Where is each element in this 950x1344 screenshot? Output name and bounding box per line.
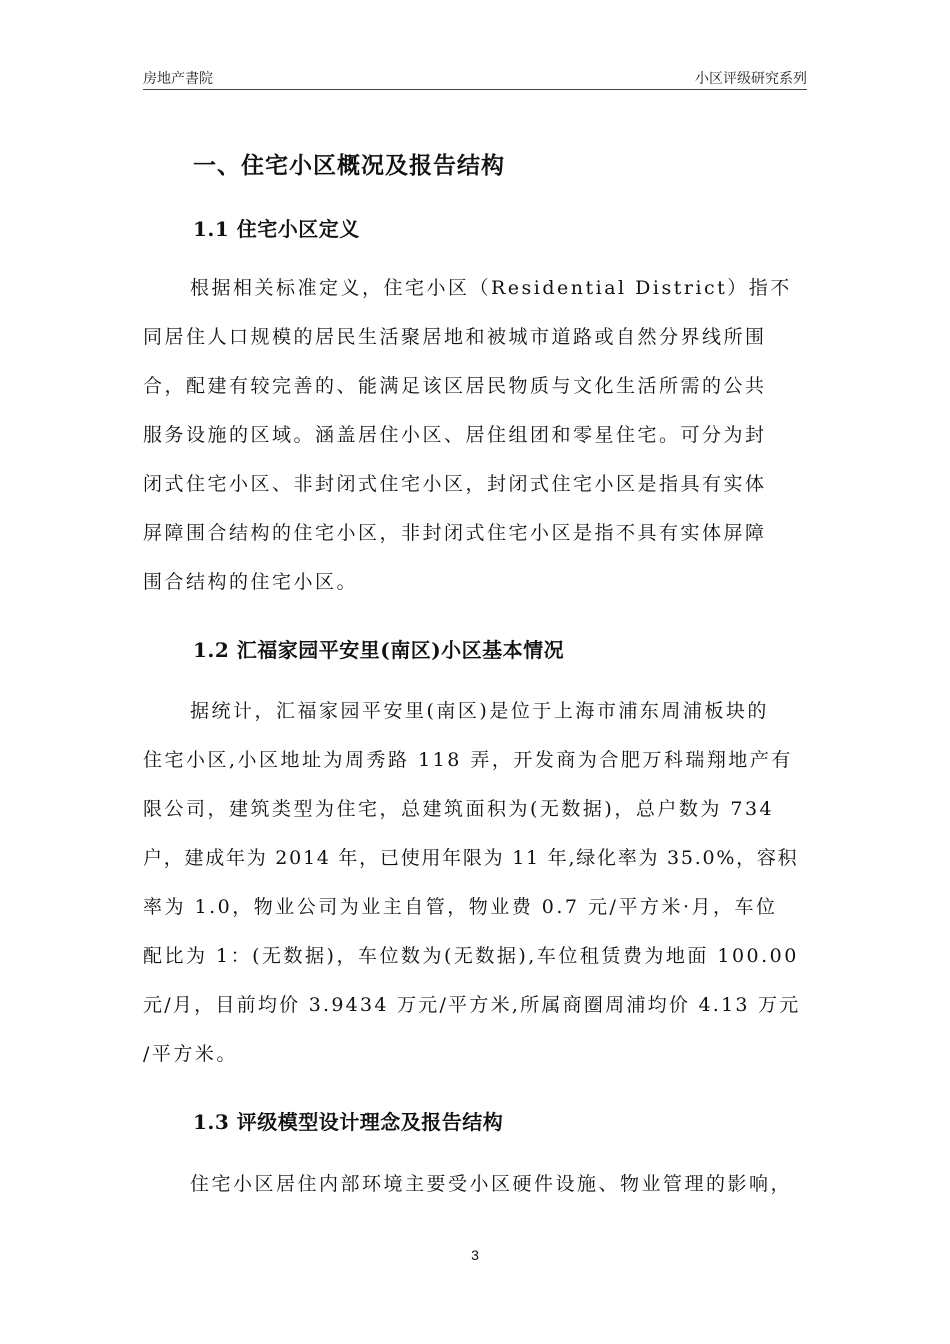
paragraph-line: 根据相关标准定义，住宅小区（Residential District）指不 [190,277,792,299]
paragraph-line: 围合结构的住宅小区。 [143,571,359,593]
paragraph-line: 闭式住宅小区、非封闭式住宅小区，封闭式住宅小区是指具有实体 [143,473,767,495]
section-1-1-heading: 1.1 住宅小区定义 [193,217,360,241]
paragraph-line: 元/月，目前均价 3.9434 万元/平方米,所属商圈周浦均价 4.13 万元 [143,994,801,1016]
paragraph-line: 配比为 1：(无数据)，车位数为(无数据),车位租赁费为地面 100.00 [143,945,799,967]
section-1-2-paragraph [143,687,807,1079]
paragraph-line: 限公司，建筑类型为住宅，总建筑面积为(无数据)，总户数为 734 [143,798,775,820]
paragraph-line: 屏障围合结构的住宅小区，非封闭式住宅小区是指不具有实体屏障 [143,522,767,544]
header-publisher: 房地产書院 [143,71,213,87]
section-1-1-paragraph [143,264,807,607]
header-divider [143,89,807,90]
section-1-3-paragraph [143,1160,807,1209]
paragraph-line: 住宅小区居住内部环境主要受小区硬件设施、物业管理的影响， [190,1173,793,1195]
paragraph-line: 据统计，汇福家园平安里(南区)是位于上海市浦东周浦板块的 [190,700,769,722]
section-1-2-heading: 1.2 汇福家园平安里(南区)小区基本情况 [193,638,565,662]
section-1-heading: 一、住宅小区概况及报告结构 [193,153,505,179]
paragraph-line: 率为 1.0，物业公司为业主自管，物业费 0.7 元/平方米·月，车位 [143,896,778,918]
paragraph-line: 户，建成年为 2014 年，已使用年限为 11 年,绿化率为 35.0%，容积 [143,847,799,869]
paragraph-line: /平方米。 [143,1043,238,1065]
paragraph-line: 同居住人口规模的居民生活聚居地和被城市道路或自然分界线所围 [143,326,767,348]
paragraph-line: 合，配建有较完善的、能满足该区居民物质与文化生活所需的公共 [143,375,767,397]
paragraph-line: 住宅小区,小区地址为周秀路 118 弄，开发商为合肥万科瑞翔地产有 [143,749,793,771]
page-number: 3 [471,1247,479,1263]
header-series: 小区评级研究系列 [695,71,807,87]
section-1-3-heading: 1.3 评级模型设计理念及报告结构 [193,1110,504,1134]
paragraph-line: 服务设施的区域。涵盖居住小区、居住组团和零星住宅。可分为封 [143,424,767,446]
